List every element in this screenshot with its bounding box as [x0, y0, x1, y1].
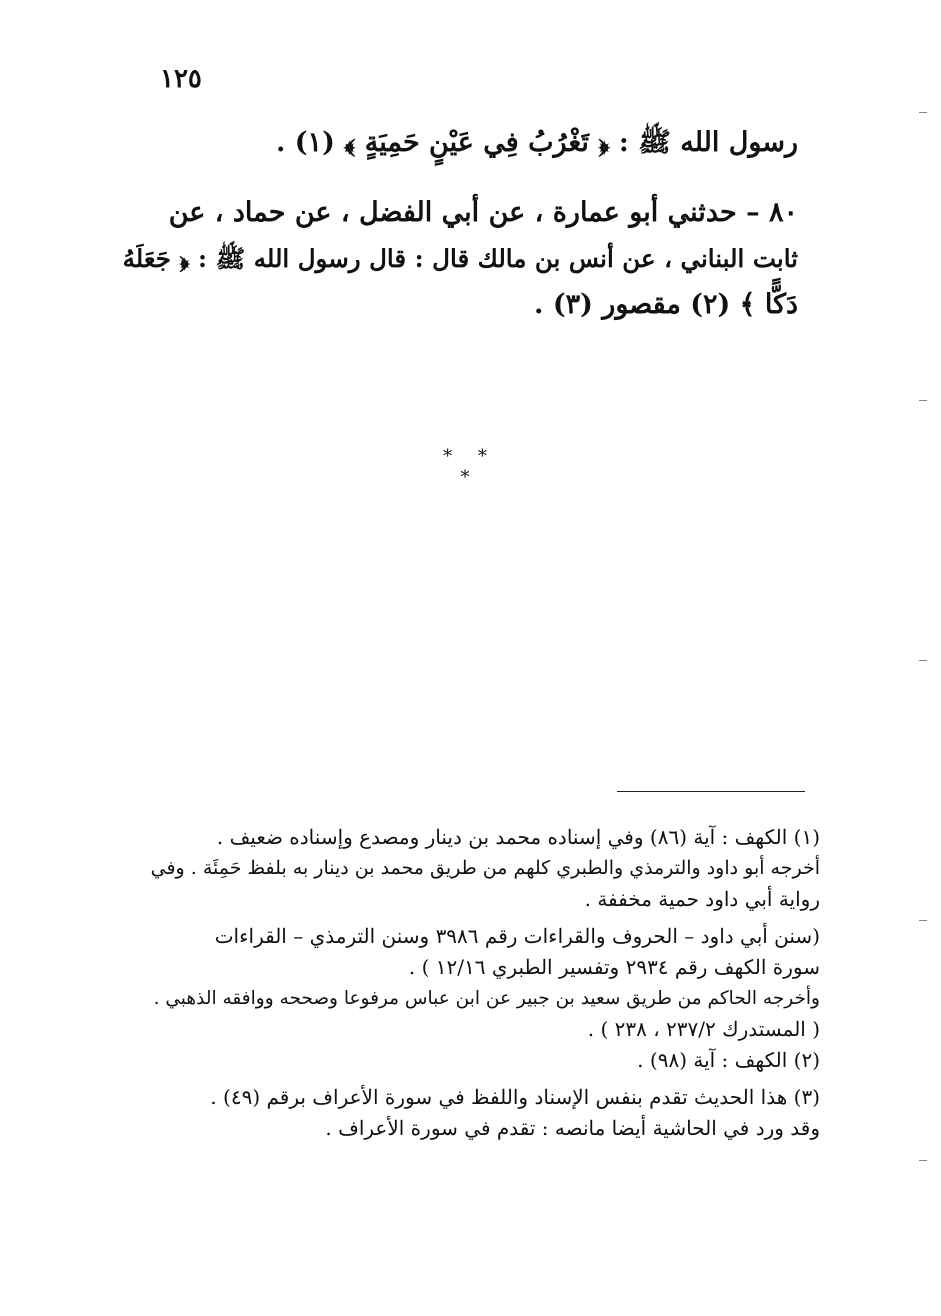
footnote-line: وقد ورد في الحاشية أيضا مانصه : تقدم في سورة الأعراف . [325, 1116, 820, 1140]
footnote-3 [140, 1082, 820, 1144]
scan-margin-mark [919, 920, 927, 921]
footnote-line: (١) الكهف : آية (٨٦) وفي إسناده محمد بن دينار ومصدع وإسناده ضعيف . [216, 825, 820, 849]
footnote-1-hakim [140, 983, 820, 1045]
footnote-1-reference [140, 921, 820, 983]
scan-margin-mark [919, 1160, 927, 1161]
footnote-line: (سنن أبي داود – الحروف والقراءات رقم ٣٩٨٦ وسنن الترمذي – القراءات [214, 924, 820, 948]
footnote-1 [140, 822, 820, 915]
footnote-line: أخرجه أبو داود والترمذي والطبري كلهم من طريق محمد بن دينار به بلفظ حَمِئَة . وفي [150, 857, 820, 879]
footnote-line: سورة الكهف رقم ٢٩٣٤ وتفسير الطبري ١٢/١٦ ) . [408, 955, 820, 979]
scan-margin-mark [919, 400, 927, 401]
footnotes-block [140, 822, 820, 1144]
footnote-line: (٣) هذا الحديث تقدم بنفس الإسناد واللفظ في سورة الأعراف برقم (٤٩) . [210, 1085, 820, 1109]
main-paragraph-1 [118, 120, 798, 166]
page-number: ١٢٥ [160, 64, 202, 94]
main-line: دَكًّا ﴾ (٢) مقصور (٣) . [534, 289, 798, 320]
main-line: ٨٠ – حدثني أبو عمارة ، عن أبي الفضل ، عن حماد ، عن [168, 197, 798, 228]
footnote-line: (٢) الكهف : آية (٩٨) . [637, 1048, 820, 1072]
scan-margin-mark [919, 660, 927, 661]
footnote-divider [617, 791, 805, 792]
section-separator: * * * [443, 446, 497, 488]
footnote-line: ( المستدرك ٢٣٧/٢ ، ٢٣٨ ) . [587, 1017, 820, 1041]
main-paragraph-2 [118, 190, 798, 328]
footnote-line: وأخرجه الحاكم من طريق سعيد بن جبير عن ابن عباس مرفوعا وصححه ووافقه الذهبي . [153, 988, 820, 1009]
main-line: ثابت البناني ، عن أنس بن مالك قال : قال رسول الله ﷺ : ﴿ جَعَلَهُ [122, 244, 798, 273]
footnote-2 [140, 1045, 820, 1076]
footnote-line: رواية أبي داود حمية مخففة . [584, 887, 820, 911]
main-line: رسول الله ﷺ : ﴿ تَغْرُبُ فِي عَيْنٍ حَمِيَةٍ ﴾ (١) . [275, 127, 798, 158]
scan-margin-mark [919, 112, 927, 113]
